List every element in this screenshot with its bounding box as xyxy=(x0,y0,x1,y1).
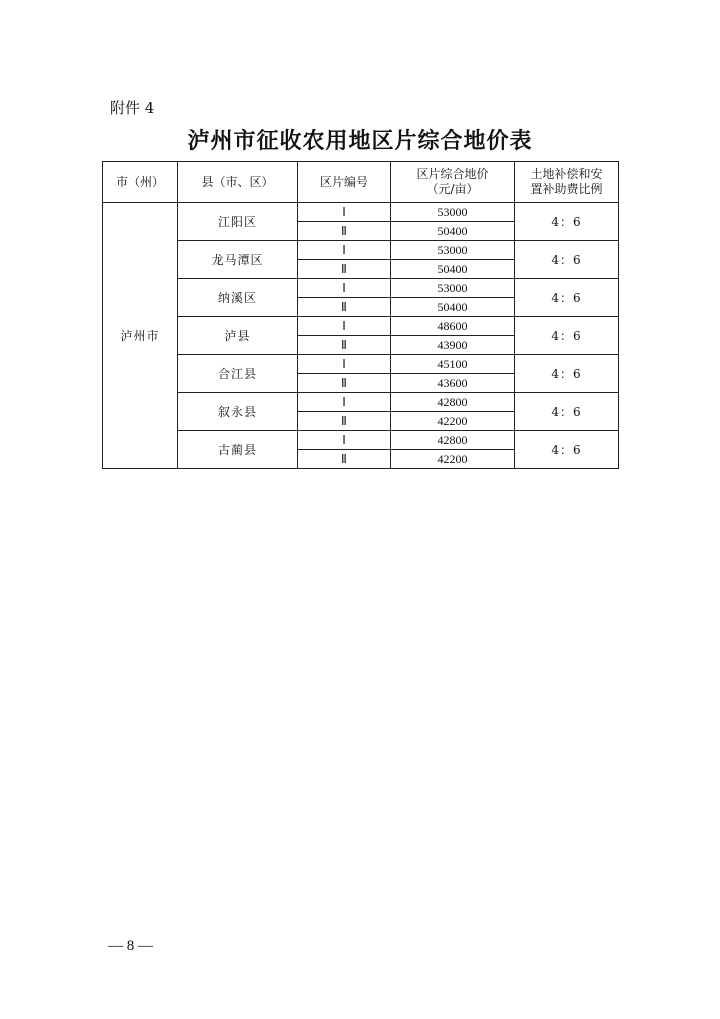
zone-cell: Ⅱ xyxy=(298,412,391,431)
attachment-label: 附件 4 xyxy=(110,99,155,117)
table-row xyxy=(103,393,619,412)
city-cell: 泸州市 xyxy=(103,203,178,469)
header-ratio-line1: 土地补偿和安 xyxy=(530,167,603,181)
table-row xyxy=(103,317,619,336)
ratio-cell: 4：6 xyxy=(515,393,619,431)
header-price xyxy=(391,162,515,203)
county-cell: 江阳区 xyxy=(178,203,298,241)
table-row xyxy=(103,241,619,260)
price-cell: 42800 xyxy=(391,393,515,412)
zone-cell: Ⅱ xyxy=(298,450,391,469)
zone-cell: Ⅱ xyxy=(298,336,391,355)
county-cell: 古蔺县 xyxy=(178,431,298,469)
table-header-row xyxy=(103,162,619,203)
county-cell: 泸县 xyxy=(178,317,298,355)
price-cell: 53000 xyxy=(391,241,515,260)
county-cell: 合江县 xyxy=(178,355,298,393)
header-price-line1: 区片综合地价 xyxy=(416,167,489,181)
zone-cell: Ⅱ xyxy=(298,222,391,241)
county-cell: 纳溪区 xyxy=(178,279,298,317)
ratio-cell: 4：6 xyxy=(515,241,619,279)
table-row xyxy=(103,431,619,450)
zone-cell: Ⅱ xyxy=(298,298,391,317)
price-cell: 42200 xyxy=(391,412,515,431)
ratio-cell: 4：6 xyxy=(515,431,619,469)
ratio-cell: 4：6 xyxy=(515,279,619,317)
price-cell: 43600 xyxy=(391,374,515,393)
price-cell: 53000 xyxy=(391,203,515,222)
header-city: 市（州） xyxy=(103,162,178,203)
header-ratio-line2: 置补助费比例 xyxy=(530,182,603,196)
table-row xyxy=(103,279,619,298)
land-price-table xyxy=(102,161,619,469)
ratio-cell: 4：6 xyxy=(515,203,619,241)
zone-cell: Ⅱ xyxy=(298,374,391,393)
price-cell: 42800 xyxy=(391,431,515,450)
price-cell: 50400 xyxy=(391,298,515,317)
header-price-line2: （元/亩） xyxy=(426,182,479,196)
zone-cell: Ⅰ xyxy=(298,431,391,450)
ratio-cell: 4：6 xyxy=(515,355,619,393)
zone-cell: Ⅰ xyxy=(298,203,391,222)
county-cell: 叙永县 xyxy=(178,393,298,431)
table-row xyxy=(103,203,619,222)
price-cell: 42200 xyxy=(391,450,515,469)
header-zone: 区片编号 xyxy=(298,162,391,203)
header-ratio xyxy=(515,162,619,203)
zone-cell: Ⅰ xyxy=(298,393,391,412)
header-county: 县（市、区） xyxy=(178,162,298,203)
zone-cell: Ⅰ xyxy=(298,317,391,336)
zone-cell: Ⅰ xyxy=(298,241,391,260)
price-cell: 43900 xyxy=(391,336,515,355)
zone-cell: Ⅱ xyxy=(298,260,391,279)
table-row xyxy=(103,355,619,374)
price-cell: 48600 xyxy=(391,317,515,336)
zone-cell: Ⅰ xyxy=(298,355,391,374)
price-cell: 45100 xyxy=(391,355,515,374)
zone-cell: Ⅰ xyxy=(298,279,391,298)
ratio-cell: 4：6 xyxy=(515,317,619,355)
price-cell: 50400 xyxy=(391,222,515,241)
price-cell: 50400 xyxy=(391,260,515,279)
page-title: 泸州市征收农用地区片综合地价表 xyxy=(187,128,533,154)
table-body xyxy=(103,203,619,469)
price-cell: 53000 xyxy=(391,279,515,298)
page-number: — 8 — xyxy=(108,938,153,954)
county-cell: 龙马潭区 xyxy=(178,241,298,279)
